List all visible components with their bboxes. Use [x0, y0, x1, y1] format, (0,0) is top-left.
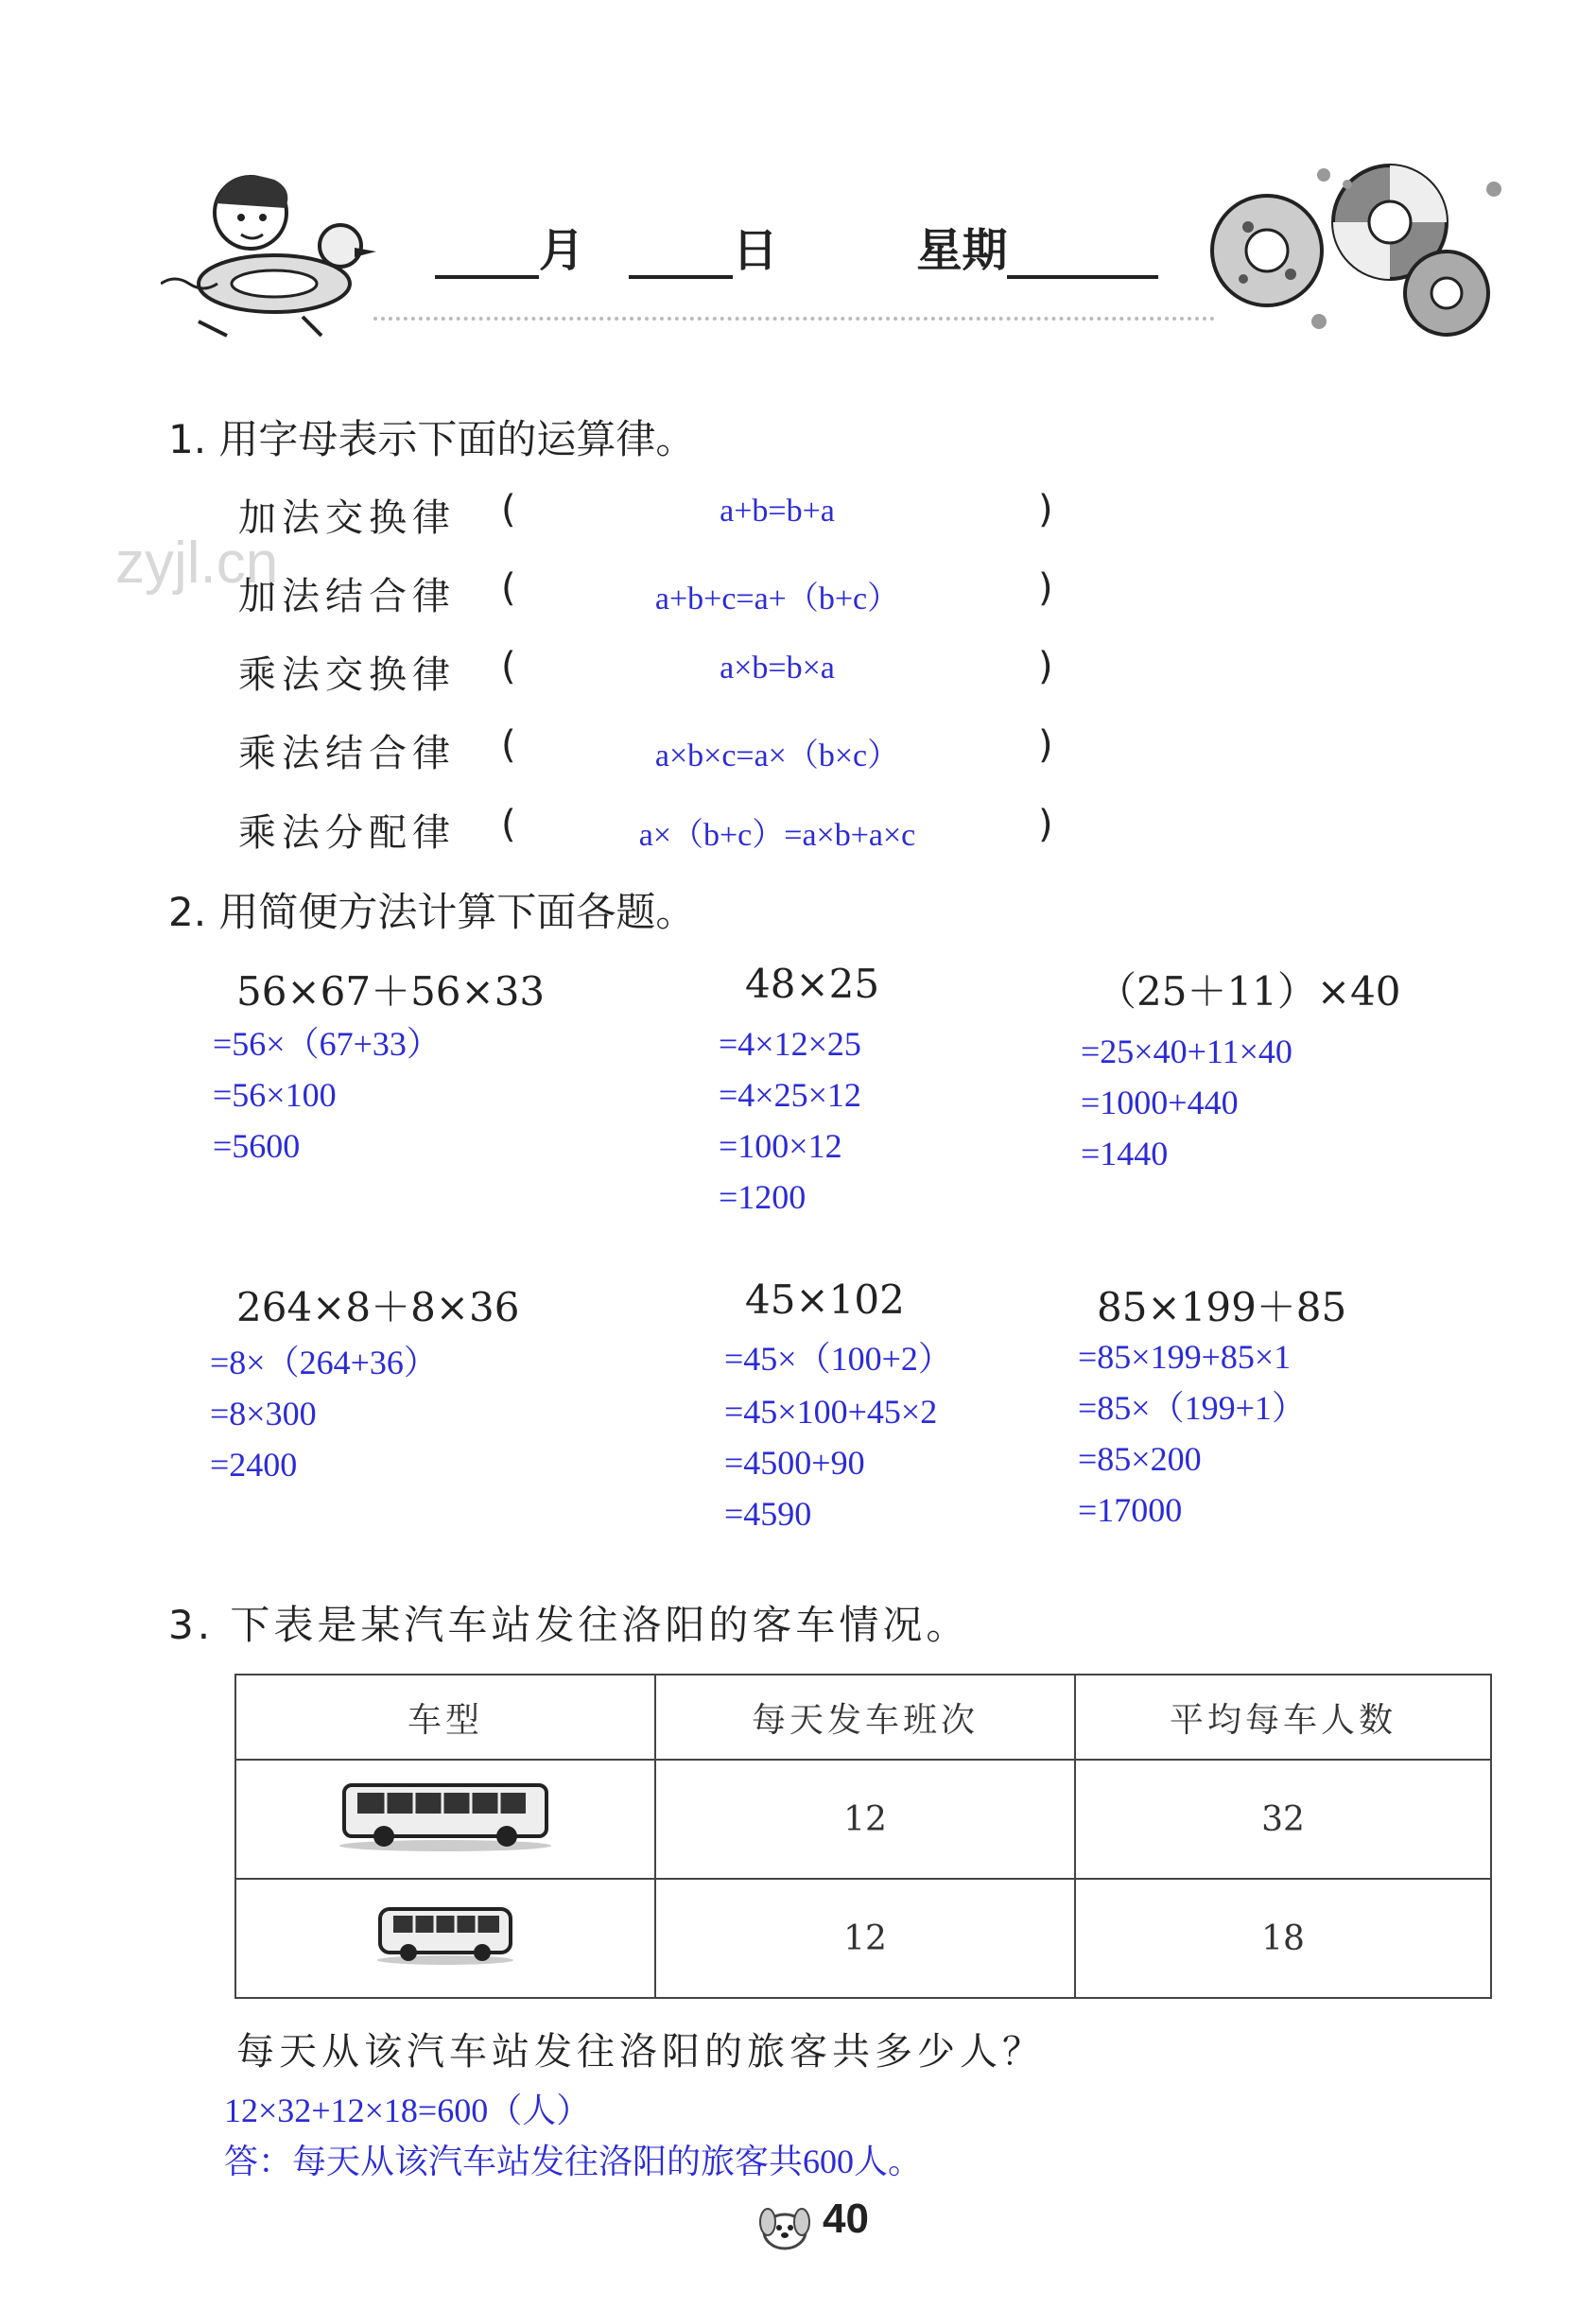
work-step[interactable]: =85×200	[1078, 1440, 1202, 1478]
open-paren: (	[501, 645, 516, 688]
law-row	[238, 723, 1089, 780]
q3-question: 每天从该汽车站发往洛阳的旅客共多少人？	[236, 2030, 1045, 2074]
work-step[interactable]: =8×300	[210, 1395, 317, 1432]
law-row	[238, 803, 1089, 859]
law-name: 加法结合律	[238, 575, 456, 618]
close-paren: )	[1038, 803, 1053, 846]
table-row	[235, 1879, 1491, 1998]
weekday-blank[interactable]	[1007, 237, 1158, 279]
close-paren: )	[1038, 645, 1053, 688]
page-number: 40	[823, 2196, 869, 2242]
day-label: 日	[732, 224, 778, 277]
watermark: zyjl.cn	[115, 530, 279, 596]
trips-cell: 12	[655, 1879, 1075, 1998]
boy-with-swim-ring-illustration	[161, 161, 397, 340]
work-step[interactable]: =4×25×12	[719, 1076, 861, 1114]
bus-info-table	[234, 1674, 1492, 1999]
close-paren: )	[1038, 566, 1053, 610]
work-step[interactable]: =4×12×25	[719, 1025, 861, 1063]
open-paren: (	[501, 566, 516, 610]
open-paren: (	[501, 488, 516, 531]
problem-expression: 85×199＋85	[1097, 1284, 1347, 1330]
law-row	[238, 566, 1089, 623]
q1-title: 1. 用字母表示下面的运算律。	[168, 416, 696, 462]
law-answer[interactable]: a+b=b+a	[720, 494, 835, 529]
work-step[interactable]: =4500+90	[724, 1444, 865, 1482]
small-bus-icon	[374, 1903, 516, 1966]
work-step[interactable]: =85×（199+1）	[1078, 1389, 1306, 1427]
q2-title: 2. 用简便方法计算下面各题。	[168, 889, 696, 935]
work-step[interactable]: =1200	[719, 1178, 807, 1216]
work-step[interactable]: =1000+440	[1081, 1084, 1239, 1121]
law-answer[interactable]: a×b=b×a	[720, 651, 835, 686]
q3-title: 3. 下表是某汽车站发往洛阳的客车情况。	[168, 1602, 970, 1648]
law-name: 乘法结合律	[238, 732, 456, 775]
law-answer[interactable]: a+b+c=a+（b+c）	[654, 582, 900, 616]
work-step[interactable]: =56×（67+33）	[213, 1025, 441, 1063]
q3-solution[interactable]: 12×32+12×18=600（人）	[224, 2092, 591, 2129]
work-step[interactable]: =45×（100+2）	[724, 1340, 952, 1378]
law-answer[interactable]: a×b×c=a×（b×c）	[654, 738, 900, 773]
month-label: 月	[539, 224, 585, 277]
work-step[interactable]: =45×100+45×2	[724, 1393, 938, 1431]
problem-expression: 48×25	[745, 961, 880, 1007]
open-paren: (	[501, 803, 516, 846]
work-step[interactable]: =4590	[724, 1495, 812, 1533]
law-row	[238, 488, 1089, 545]
date-line	[435, 214, 1158, 279]
work-step[interactable]: =85×199+85×1	[1078, 1338, 1292, 1376]
people-cell: 32	[1075, 1760, 1491, 1879]
law-name: 加法交换律	[238, 496, 456, 540]
problem-expression: 56×67＋56×33	[236, 968, 546, 1015]
problem-expression: 45×102	[745, 1276, 905, 1323]
header-dotted-divider	[373, 317, 1215, 321]
law-answer[interactable]: a×（b+c）=a×b+a×c	[638, 818, 916, 853]
work-step[interactable]: =56×100	[213, 1076, 337, 1114]
law-row	[238, 645, 1089, 702]
work-step[interactable]: =8×（264+36）	[210, 1344, 438, 1381]
problem-expression: （25＋11）×40	[1097, 968, 1401, 1015]
work-step[interactable]: =100×12	[719, 1127, 842, 1165]
swim-rings-illustration	[1210, 161, 1513, 340]
work-step[interactable]: =25×40+11×40	[1081, 1033, 1292, 1070]
table-header-row	[235, 1675, 1491, 1760]
work-step[interactable]: =2400	[210, 1446, 298, 1484]
month-blank[interactable]	[435, 237, 539, 279]
q3-answer[interactable]: 答：每天从该汽车站发往洛阳的旅客共600人。	[224, 2143, 923, 2180]
open-paren: (	[501, 723, 516, 767]
table-row	[235, 1760, 1491, 1879]
close-paren: )	[1038, 488, 1053, 531]
law-name: 乘法分配律	[238, 811, 456, 855]
close-paren: )	[1038, 723, 1053, 767]
problem-expression: 264×8＋8×36	[236, 1284, 520, 1330]
work-step[interactable]: =17000	[1078, 1491, 1183, 1529]
bus-type-cell	[235, 1879, 655, 1998]
people-cell: 18	[1075, 1879, 1491, 1998]
trips-cell: 12	[655, 1760, 1075, 1879]
weekday-label: 星期	[916, 224, 1008, 277]
puppy-icon	[756, 2196, 813, 2252]
law-name: 乘法交换律	[238, 653, 456, 697]
work-step[interactable]: =5600	[213, 1127, 301, 1165]
header-daily-trips: 每天发车班次	[655, 1675, 1075, 1760]
work-step[interactable]: =1440	[1081, 1135, 1169, 1172]
header-avg-passengers: 平均每车人数	[1075, 1675, 1491, 1760]
bus-type-cell	[235, 1760, 655, 1879]
header-bus-type: 车型	[235, 1675, 655, 1760]
large-bus-icon	[337, 1779, 554, 1851]
day-blank[interactable]	[629, 237, 733, 279]
